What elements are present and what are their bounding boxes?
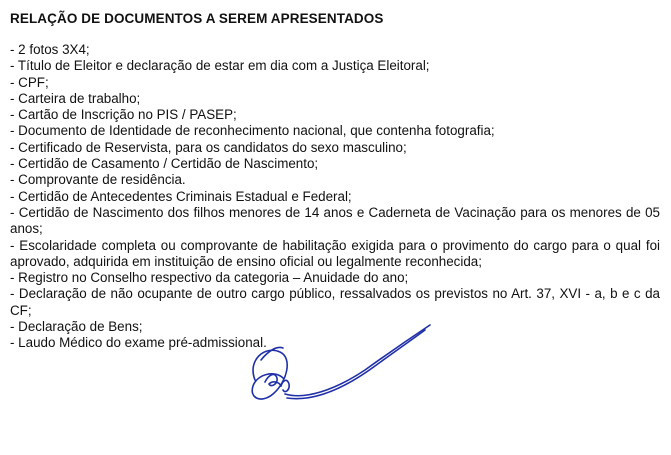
list-item: - Documento de Identidade de reconhecimento nacional, que contenha fotografia; — [10, 123, 495, 139]
list-item: - Título de Eleitor e declaração de estar em dia com a Justiça Eleitoral; — [10, 58, 430, 74]
list-item: - Certidão de Antecedentes Criminais Estadual e Federal; — [10, 188, 352, 204]
list-item: - Certidão de Casamento / Certidão de Nascimento; — [10, 156, 319, 172]
list-item: - CPF; — [10, 74, 49, 90]
handwritten-signature — [225, 290, 445, 440]
list-item: - Cartão de Inscrição no PIS / PASEP; — [10, 107, 237, 123]
list-item: - Certidão de Nascimento dos filhos menores de 14 anos e Caderneta de Vacinação para os menores de 05 anos; — [10, 204, 660, 237]
list-item: - Declaração de não ocupante de outro cargo público, ressalvados os previstos no Art. 37, XVI - a, b e c da CF; — [10, 286, 660, 318]
list-item: - Laudo Médico do exame pré-admissional. — [10, 335, 267, 351]
list-item: - 2 fotos 3X4; — [10, 42, 90, 57]
list-item: - Comprovante de residência. — [10, 172, 186, 188]
list-item: - Escolaridade completa ou comprovante de habilitação exigida para o provimento do cargo para o qual foi aprovado, adquirida em instituição de ensino oficial ou legalmente reconhecida; — [10, 237, 660, 269]
list-item: - Certificado de Reservista, para os candidatos do sexo masculino; — [10, 139, 407, 155]
list-item: - Declaração de Bens; — [10, 319, 143, 335]
list-item: - Registro no Conselho respectivo da categoria – Anuidade do ano; — [10, 270, 409, 286]
list-item: - Carteira de trabalho; — [10, 90, 141, 106]
document-title: RELAÇÃO DE DOCUMENTOS A SEREM APRESENTADOS — [10, 11, 384, 26]
